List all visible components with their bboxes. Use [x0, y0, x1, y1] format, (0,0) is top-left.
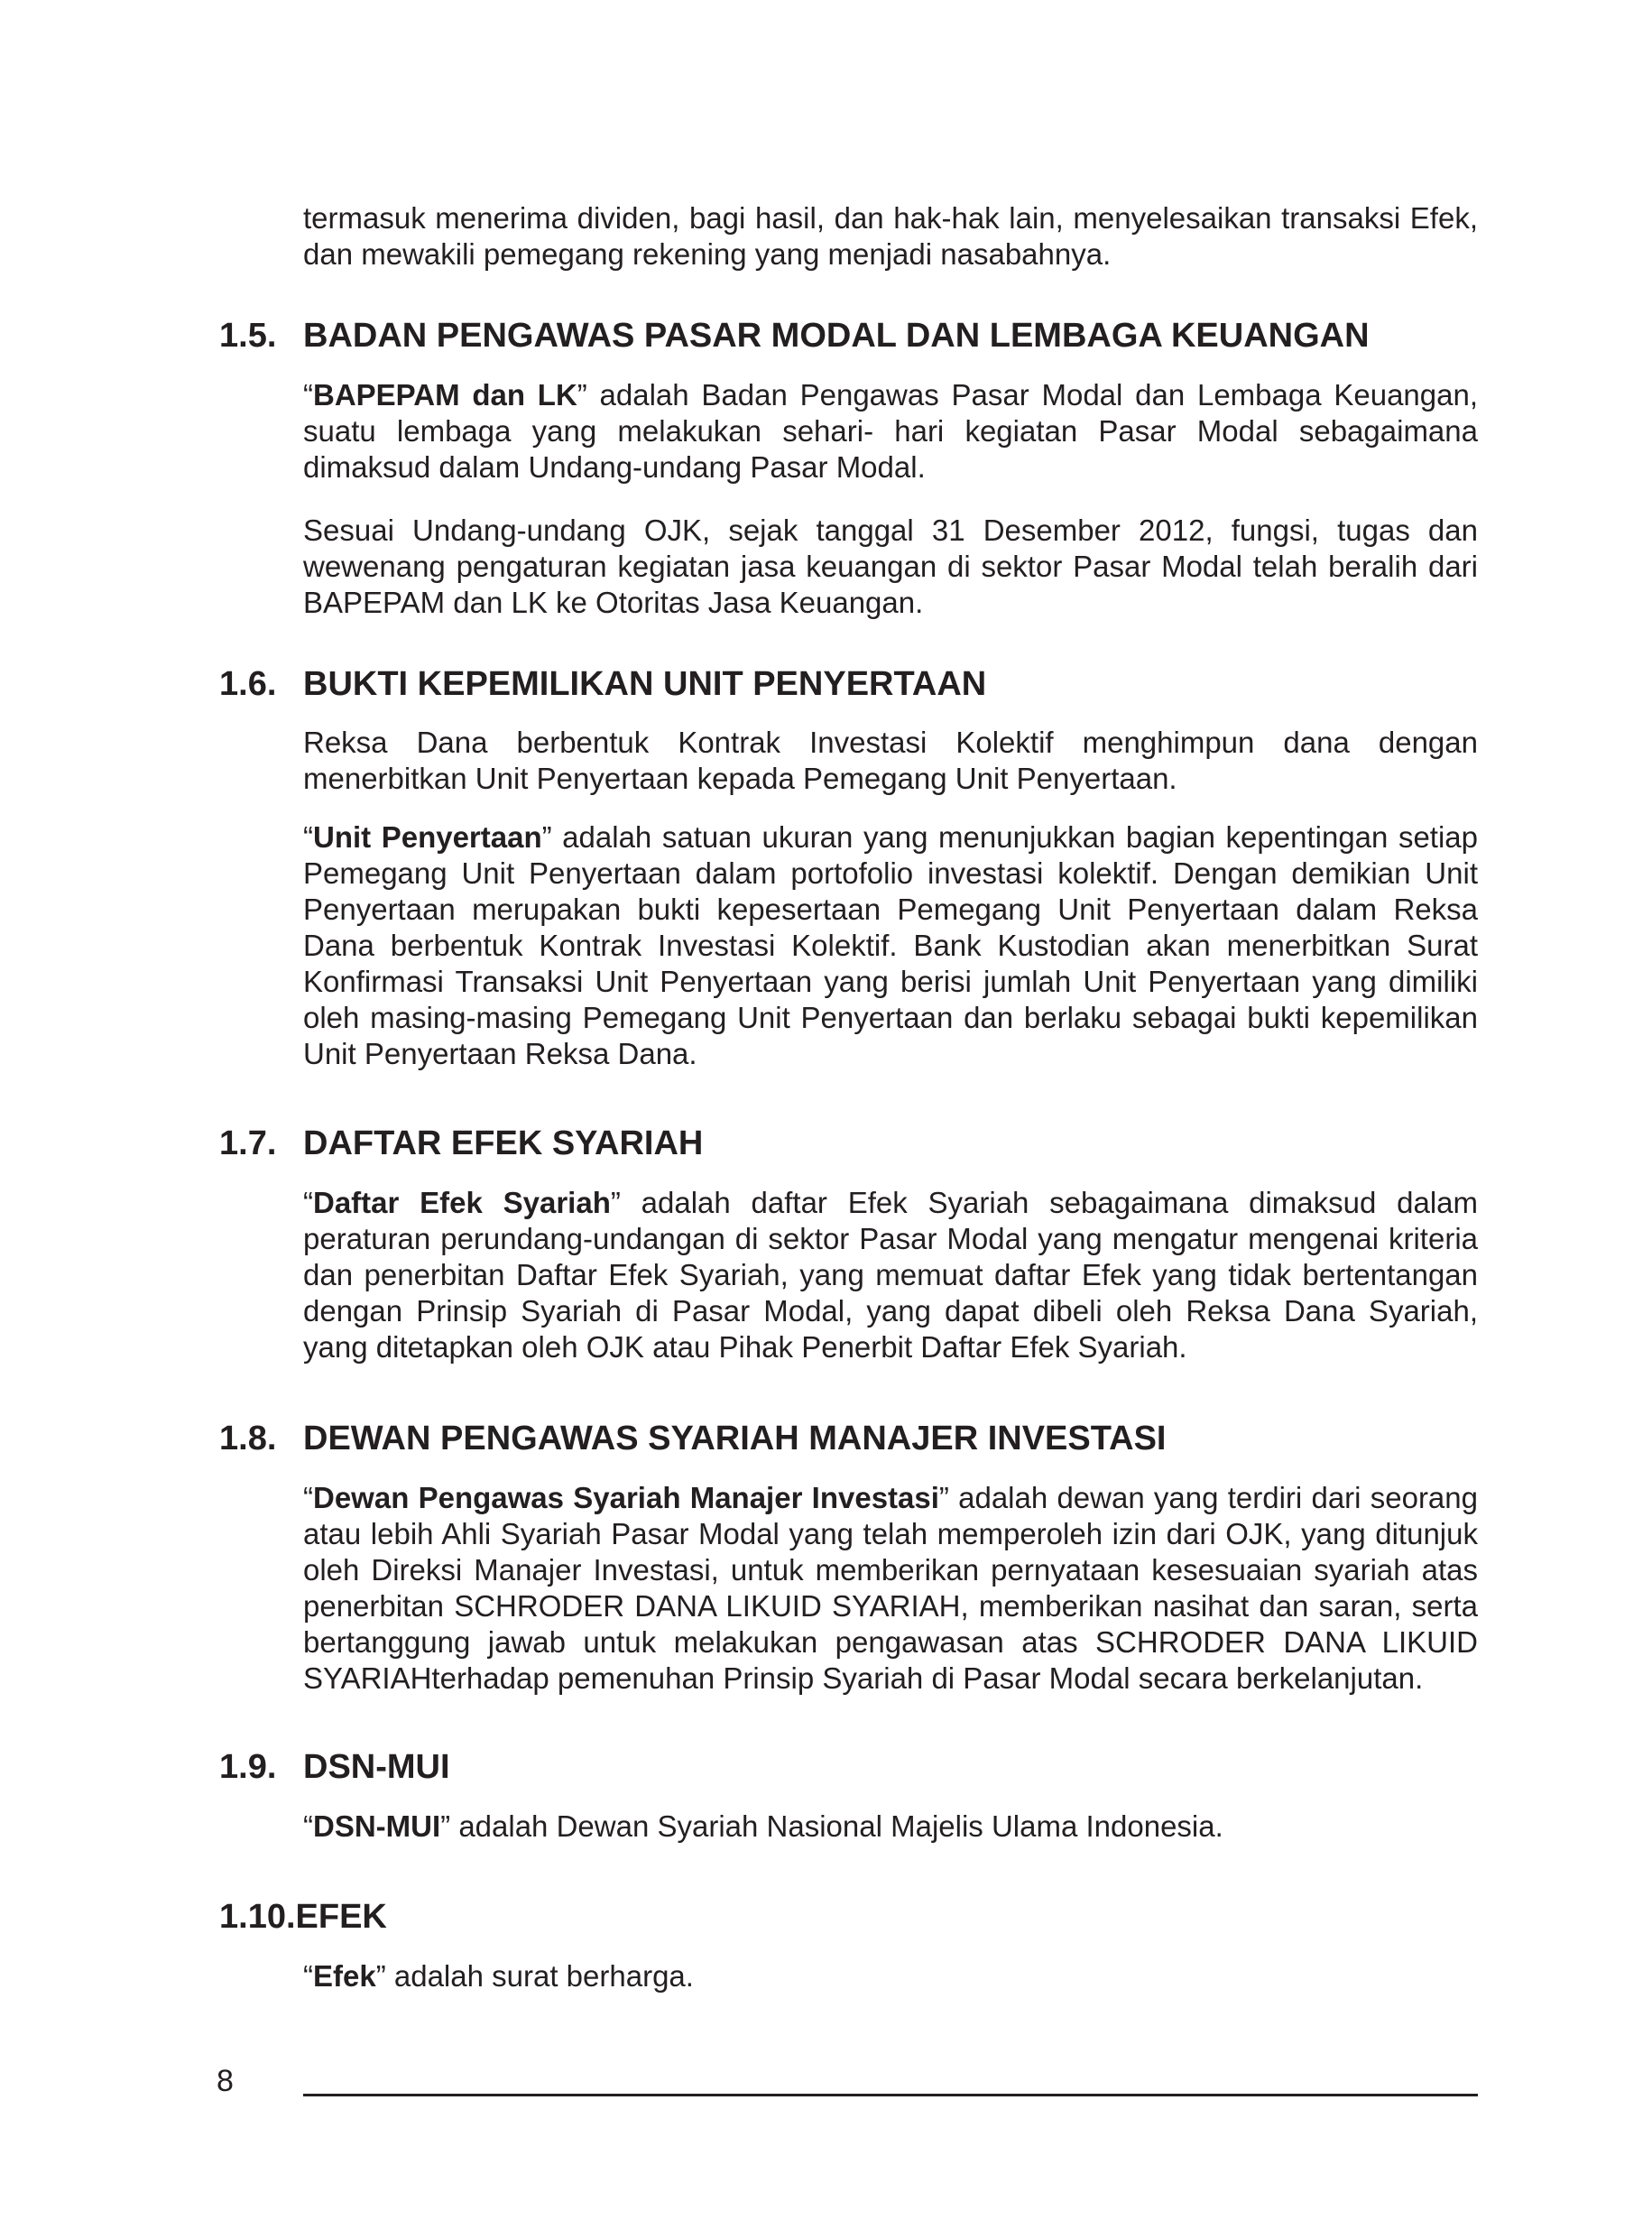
footer-divider [303, 2094, 1478, 2096]
defined-term: Daftar Efek Syariah [313, 1186, 611, 1219]
open-quote: “ [303, 378, 313, 412]
open-quote: “ [303, 820, 313, 854]
section-number: 1.7. [219, 1124, 277, 1162]
section-number: 1.6. [219, 665, 277, 703]
definition-text: ” adalah surat berharga. [375, 1959, 694, 1993]
section-heading-1-6 [219, 664, 1482, 704]
paragraph-reksa-dana: Reksa Dana berbentuk Kontrak Investasi Kolektif menghimpun dana dengan menerbitkan Unit Penyertaan kepada Pemegang Unit Penyertaan. [303, 726, 1478, 795]
section-heading-1-7 [219, 1124, 1482, 1163]
defined-term: BAPEPAM dan LK [313, 378, 577, 412]
section-heading-1-10 [219, 1897, 1482, 1937]
section-heading-1-9 [219, 1747, 1482, 1787]
definition-unit-penyertaan [303, 819, 1478, 1072]
definition-text: ” adalah daftar Efek Syariah sebagaimana dimaksud dalam peraturan perundang-undangan di sektor Pasar Modal yang mengatur mengenai kriteria dan penerbitan Daftar Efek Syariah, yang memuat daftar Efek yang tidak bertentangan dengan Prinsip Syariah di Pasar Modal, yang dapat dibeli oleh Reksa Dana Syariah, yang ditetapkan oleh OJK atau Pihak Penerbit Daftar Efek Syariah. [303, 1186, 1478, 1364]
section-title: DSN-MUI [303, 1748, 450, 1786]
section-number: 1.5. [219, 317, 277, 355]
definition-dewan-pengawas-syariah [303, 1480, 1478, 1697]
open-quote: “ [303, 1481, 313, 1514]
defined-term: DSN-MUI [313, 1809, 441, 1843]
definition-dsn-mui [303, 1809, 1478, 1845]
section-title: DEWAN PENGAWAS SYARIAH MANAJER INVESTASI [303, 1420, 1167, 1457]
defined-term: Efek [313, 1959, 376, 1993]
section-heading-1-5 [219, 316, 1482, 356]
open-quote: “ [303, 1186, 313, 1219]
intro-paragraph: termasuk menerima dividen, bagi hasil, dan hak-hak lain, menyelesaikan transaksi Efek, dan mewakili pemegang rekening yang menjadi nasabahnya. [303, 201, 1478, 271]
section-title: DAFTAR EFEK SYARIAH [303, 1124, 704, 1162]
definition-text: ” adalah dewan yang terdiri dari seorang atau lebih Ahli Syariah Pasar Modal yang telah memperoleh izin dari OJK, yang ditunjuk oleh Direksi Manajer Investasi, untuk memberikan pernyataan kesesuaian syariah atas penerbitan SCHRODER DANA LIKUID SYARIAH, memberikan nasihat dan saran, serta bertanggung jawab untuk melakukan pengawasan atas SCHRODER DANA LIKUID SYARIAHterhadap pemenuhan Prinsip Syariah di Pasar Modal secara berkelanjutan. [303, 1481, 1478, 1695]
section-number: 1.10. [219, 1898, 296, 1936]
defined-term: Unit Penyertaan [313, 820, 542, 854]
section-title: BADAN PENGAWAS PASAR MODAL DAN LEMBAGA KEUANGAN [303, 317, 1370, 355]
definition-daftar-efek-syariah [303, 1185, 1478, 1365]
open-quote: “ [303, 1959, 313, 1993]
definition-efek [303, 1958, 1478, 1994]
paragraph-ojk-transfer: Sesuai Undang-undang OJK, sejak tanggal 31 Desember 2012, fungsi, tugas dan wewenang pengaturan kegiatan jasa keuangan di sektor Pasar Modal telah beralih dari BAPEPAM dan LK ke Otoritas Jasa Keuangan. [303, 513, 1478, 619]
section-number: 1.9. [219, 1748, 277, 1786]
section-number: 1.8. [219, 1420, 277, 1457]
definition-text: ” adalah Badan Pengawas Pasar Modal dan Lembaga Keuangan, suatu lembaga yang melakukan sehari- hari kegiatan Pasar Modal sebagaimana dimaksud dalam Undang-undang Pasar Modal. [303, 378, 1478, 484]
open-quote: “ [303, 1809, 313, 1843]
page-number: 8 [217, 2064, 234, 2098]
section-title: EFEK [295, 1898, 387, 1936]
section-title: BUKTI KEPEMILIKAN UNIT PENYERTAAN [303, 665, 987, 703]
defined-term: Dewan Pengawas Syariah Manajer Investasi [313, 1481, 939, 1514]
definition-bapepam [303, 377, 1478, 486]
section-heading-1-8 [219, 1419, 1482, 1458]
definition-text: ” adalah Dewan Syariah Nasional Majelis Ulama Indonesia. [440, 1809, 1223, 1843]
definition-text: ” adalah satuan ukuran yang menunjukkan bagian kepentingan setiap Pemegang Unit Penyertaan dalam portofolio investasi kolektif. Dengan demikian Unit Penyertaan merupakan bukti kepesertaan Pemegang Unit Penyertaan dalam Reksa Dana berbentuk Kontrak Investasi Kolektif. Bank Kustodian akan menerbitkan Surat Konfirmasi Transaksi Unit Penyertaan yang berisi jumlah Unit Penyertaan yang dimiliki oleh masing-masing Pemegang Unit Penyertaan dan berlaku sebagai bukti kepemilikan Unit Penyertaan Reksa Dana. [303, 820, 1478, 1070]
